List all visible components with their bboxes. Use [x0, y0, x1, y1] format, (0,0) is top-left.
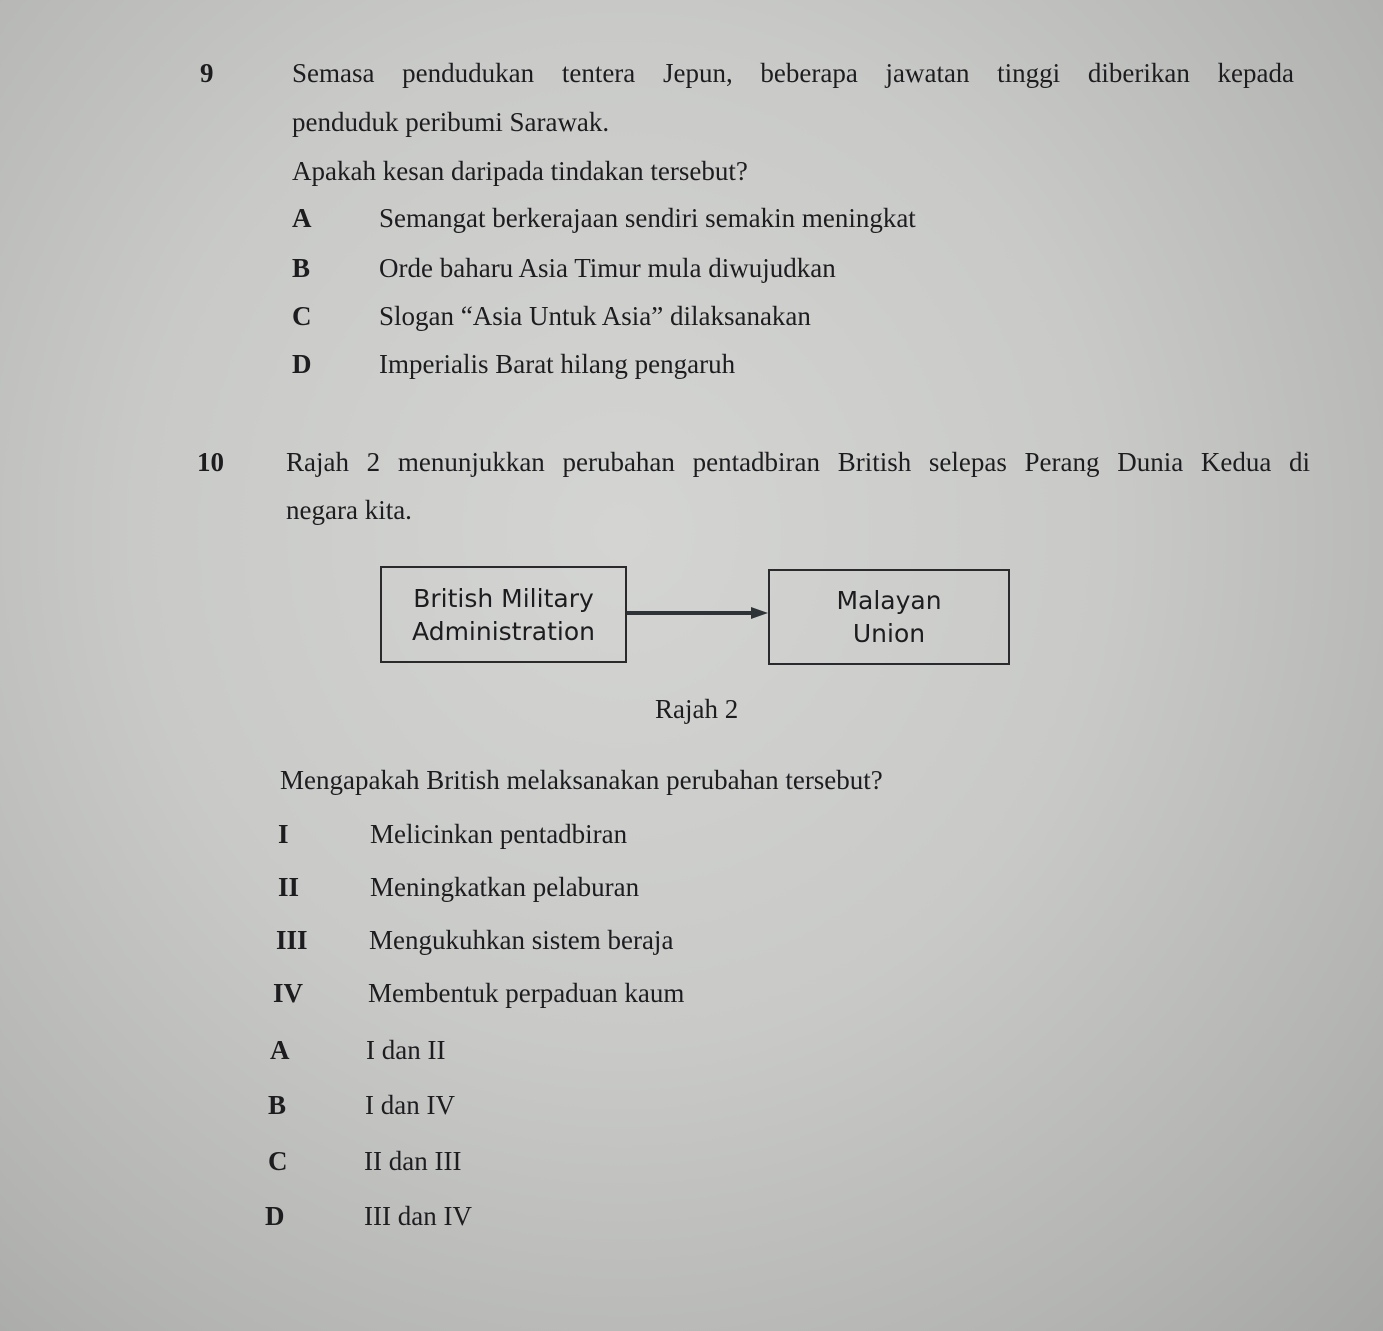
statement-ii-numeral: II: [278, 872, 300, 902]
question-10-number: 10: [197, 447, 224, 477]
arrow-icon: [627, 604, 769, 624]
question-9-stem-line2: penduduk peribumi Sarawak.: [292, 107, 610, 137]
question-10-stem-line1: Rajah 2 menunjukkan perubahan pentadbiran British selepas Perang Dunia Kedua di: [286, 447, 1310, 477]
box-right-line1: Malayan: [836, 586, 942, 615]
option-a-letter: A: [292, 203, 312, 233]
statement-iii-numeral: III: [276, 925, 308, 955]
option-c-text: II dan III: [364, 1146, 462, 1176]
diagram-caption: Rajah 2: [655, 694, 739, 724]
option-b-text: I dan IV: [365, 1090, 455, 1120]
option-d-letter: D: [292, 349, 312, 379]
question-9-number: 9: [200, 58, 214, 88]
question-9-stem-line1: Semasa pendudukan tentera Jepun, beberapa jawatan tinggi diberikan kepada: [292, 58, 1294, 88]
option-b-letter: B: [268, 1090, 287, 1120]
question-9-prompt: Apakah kesan daripada tindakan tersebut?: [292, 156, 748, 186]
box-right-line2: Union: [852, 619, 926, 648]
option-c-letter: C: [292, 301, 312, 331]
statement-iii-text: Mengukuhkan sistem beraja: [369, 925, 674, 955]
statement-ii-text: Meningkatkan pelaburan: [370, 872, 640, 902]
option-d-letter: D: [265, 1201, 285, 1231]
option-c-letter: C: [268, 1146, 288, 1176]
statement-iv-text: Membentuk perpaduan kaum: [368, 978, 685, 1008]
option-a-text: Semangat berkerajaan sendiri semakin meningkat: [379, 203, 916, 233]
option-b-text: Orde baharu Asia Timur mula diwujudkan: [379, 253, 836, 283]
statement-i-text: Melicinkan pentadbiran: [370, 819, 628, 849]
option-c-text: Slogan “Asia Untuk Asia” dilaksanakan: [379, 301, 811, 331]
question-10-prompt: Mengapakah British melaksanakan perubahan tersebut?: [280, 765, 883, 795]
option-a-letter: A: [270, 1035, 290, 1065]
option-d-text: Imperialis Barat hilang pengaruh: [379, 349, 736, 379]
question-10-stem-line2: negara kita.: [286, 495, 412, 525]
box-left-line2: Administration: [412, 616, 595, 646]
option-d-text: III dan IV: [364, 1201, 472, 1231]
statement-iv-numeral: IV: [273, 978, 304, 1008]
statement-i-numeral: I: [278, 819, 289, 849]
box-left-line1: British Military: [413, 583, 594, 613]
box-british-military-administration: [380, 566, 627, 663]
option-b-letter: B: [292, 253, 311, 283]
box-malayan-union: [768, 569, 1010, 665]
option-a-text: I dan II: [366, 1035, 446, 1065]
